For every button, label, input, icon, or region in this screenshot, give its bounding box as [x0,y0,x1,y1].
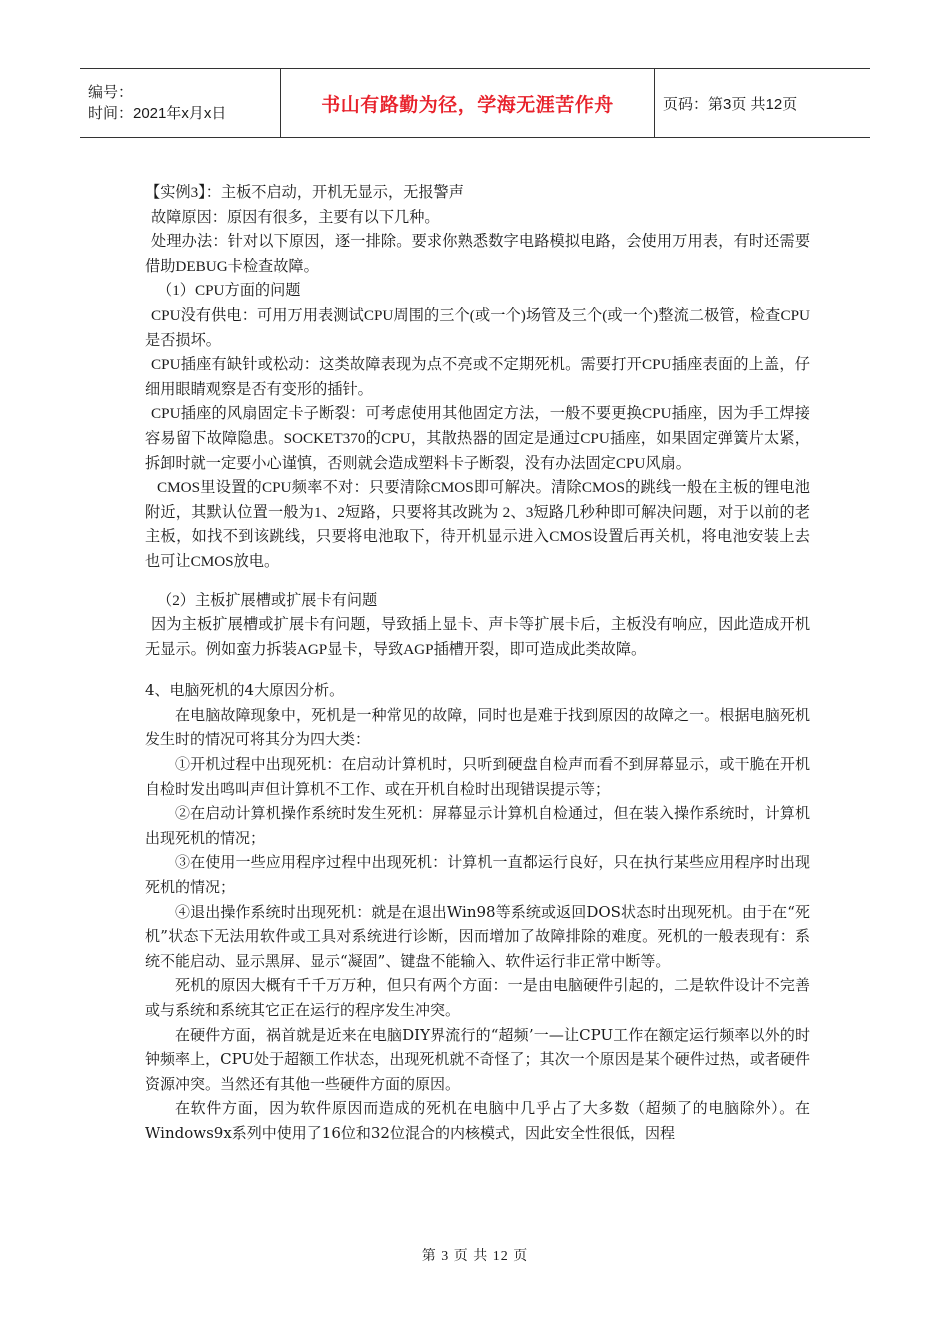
crash-type-2: ②在启动计算机操作系统时发生死机：屏幕显示计算机自检通过，但在装入操作系统时，计算机出现死机的情况； [145,804,810,847]
crash-analysis-section [145,678,810,1145]
crash-analysis-heading: 4、电脑死机的4大原因分析。 [145,681,345,700]
section-expansion-heading: （2）主板扩展槽或扩展卡有问题 [157,591,378,609]
fault-cause: 故障原因：原因有很多，主要有以下几种。 [151,208,440,226]
spacer [145,575,810,589]
section-cpu-heading: （1）CPU方面的问题 [157,282,301,300]
software-causes-paragraph: 在软件方面，因为软件原因而造成的死机在电脑中几乎占了大多数（超频了的电脑除外）。在Windows9x系列中使用了16位和32位混合的内核模式，因此安全性很低，因程 [145,1099,810,1142]
page-header [80,68,870,138]
cpu-socket-paragraph: CPU插座有缺针或松动：这类故障表现为点不亮或不定期死机。需要打开CPU插座表面的上盖，仔细用眼睛观察是否有变形的插针。 [145,356,810,398]
expansion-slot-paragraph: 因为主板扩展槽或扩展卡有问题，导致插上显卡、声卡等扩展卡后，主板没有响应，因此造成开机无显示。例如蛮力拆装AGP显卡，导致AGP插槽开裂，即可造成此类故障。 [145,616,810,658]
crash-type-3: ③在使用一些应用程序过程中出现死机：计算机一直都运行良好，只在执行某些应用程序时出现死机的情况； [145,853,810,897]
crash-causes-paragraph: 死机的原因大概有千千万万种，但只有两个方面：一是由电脑硬件引起的，二是软件设计不完善或与系统和系统其它正在运行的程序发生冲突。 [145,976,810,1019]
crash-type-4: ④退出操作系统时出现死机：就是在退出Win98等系统或返回DOS状态时出现死机。由于在“死机”状态下无法用软件或工具对系统进行诊断，因而增加了故障排除的难度。死机的一般表现有：系统不能启动、显示黑屏、显示“凝固”、键盘不能输入、软件运行非正常中断等。 [145,902,810,970]
document-date: 时间：2021年x月x日 [88,105,227,122]
hardware-causes-paragraph: 在硬件方面，祸首就是近来在电脑DIY界流行的“超频’一—让CPU工作在额定运行频率以外的时钟频率上，CPU处于超额工作状态，出现死机就不奇怪了；其次一个原因是某个硬件过热，或者硬件资源冲突。当然还有其他一些硬件方面的原因。 [145,1025,810,1093]
cmos-frequency-paragraph: CMOS里设置的CPU频率不对：只要清除CMOS即可解决。清除CMOS的跳线一般在主板的锂电池附近，其默认位置一般为1、2短路，只要将其改跳为 2、3短路几秒种即可解决问题，对于以前的老主板，如找不到该跳线，只要将电池取下，待开机显示进入CMOS设置后再关机，将电池安装上去也可让CMOS放电。 [145,479,810,570]
header-motto-cell [280,69,655,137]
document-number: 编号： [88,84,134,101]
header-meta [80,69,280,137]
crash-type-1: ①开机过程中出现死机：在启动计算机时，只听到硬盘自检声而看不到屏幕显示，或干脆在开机自检时发出鸣叫声但计算机不工作、或在开机自检时出现错误提示等； [145,755,810,798]
treatment-method: 处理办法：针对以下原因，逐一排除。要求你熟悉数字电路模拟电路，会使用万用表，有时还需要借助DEBUG卡检查故障。 [145,233,810,275]
document-body [145,181,810,1146]
header-page-info-cell [655,69,870,137]
header-page-info: 页码：第3页 共12页 [663,95,798,113]
spacer [145,662,810,678]
crash-intro-paragraph: 在电脑故障现象中，死机是一种常见的故障，同时也是难于找到原因的故障之一。根据电脑死机发生时的情况可将其分为四大类： [145,705,810,749]
page-footer: 第 3 页 共 12 页 [421,1249,529,1264]
cpu-fan-clip-paragraph: CPU插座的风扇固定卡子断裂：可考虑使用其他固定方法，一般不要更换CPU插座，因为手工焊接容易留下故障隐患。SOCKET370的CPU，其散热器的固定是通过CPU插座，如果固定弹簧片太紧，拆卸时就一定要小心谨慎，否则就会造成塑料卡子断裂，没有办法固定CPU风扇。 [145,405,810,472]
case-title: 【实例3】：主板不启动，开机无显示，无报警声 [145,184,464,201]
cpu-power-paragraph: CPU没有供电：可用万用表测试CPU周围的三个(或一个)场管及三个(或一个)整流二极管，检查CPU是否损坏。 [145,306,810,349]
header-motto: 书山有路勤为径，学海无涯苦作舟 [321,93,614,116]
